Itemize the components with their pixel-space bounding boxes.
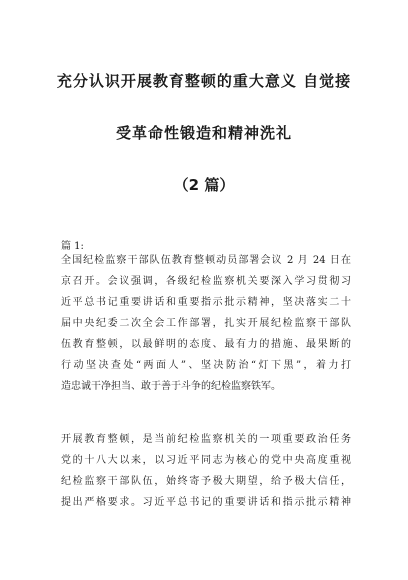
paragraph-line: 伍教育整顿，以最鲜明的态度、最有力的措施、最果断的 bbox=[61, 339, 351, 350]
paragraph-line: 党的十八大以来，以习近平同志为核心的党中央高度重视 bbox=[61, 455, 351, 466]
paragraph-line: 京召开。会议强调，各级纪检监察机关要深入学习贯彻习 bbox=[61, 276, 351, 287]
paragraph-line: 全国纪检监察干部队伍教育整顿动员部署会议 2 月 24 日在 bbox=[61, 255, 351, 266]
paragraph-line: 纪检监察干部队伍，始终寄予极大期望，给予极大信任， bbox=[61, 476, 351, 487]
paragraph-line: 造忠诚干净担当、敢于善于斗争的纪检监察铁军。 bbox=[61, 381, 281, 392]
paragraph-line: 行动坚决查处“两面人”、坚决防治“灯下黑”，着力打 bbox=[61, 360, 351, 371]
paragraph-line: 开展教育整顿，是当前纪检监察机关的一项重要政治任务 bbox=[61, 434, 351, 445]
paragraph-2 bbox=[61, 429, 351, 513]
document-subtitle: （2 篇） bbox=[173, 176, 235, 194]
paragraph-line: 提出严格要求。习近平总书记的重要讲话和指示批示精神 bbox=[61, 497, 351, 508]
document-title-line-2: 受革命性锻造和精神洗礼 bbox=[115, 124, 292, 142]
document-title-line-1: 充分认识开展教育整顿的重大意义 自觉接 bbox=[56, 72, 352, 90]
paragraph-1 bbox=[61, 250, 351, 397]
paragraph-line: 届中央纪委二次全会工作部署，扎实开展纪检监察干部队 bbox=[61, 318, 351, 329]
section-label: 篇 1: bbox=[61, 241, 84, 252]
paragraph-line: 近平总书记重要讲话和重要指示批示精神，坚决落实二十 bbox=[61, 297, 351, 308]
